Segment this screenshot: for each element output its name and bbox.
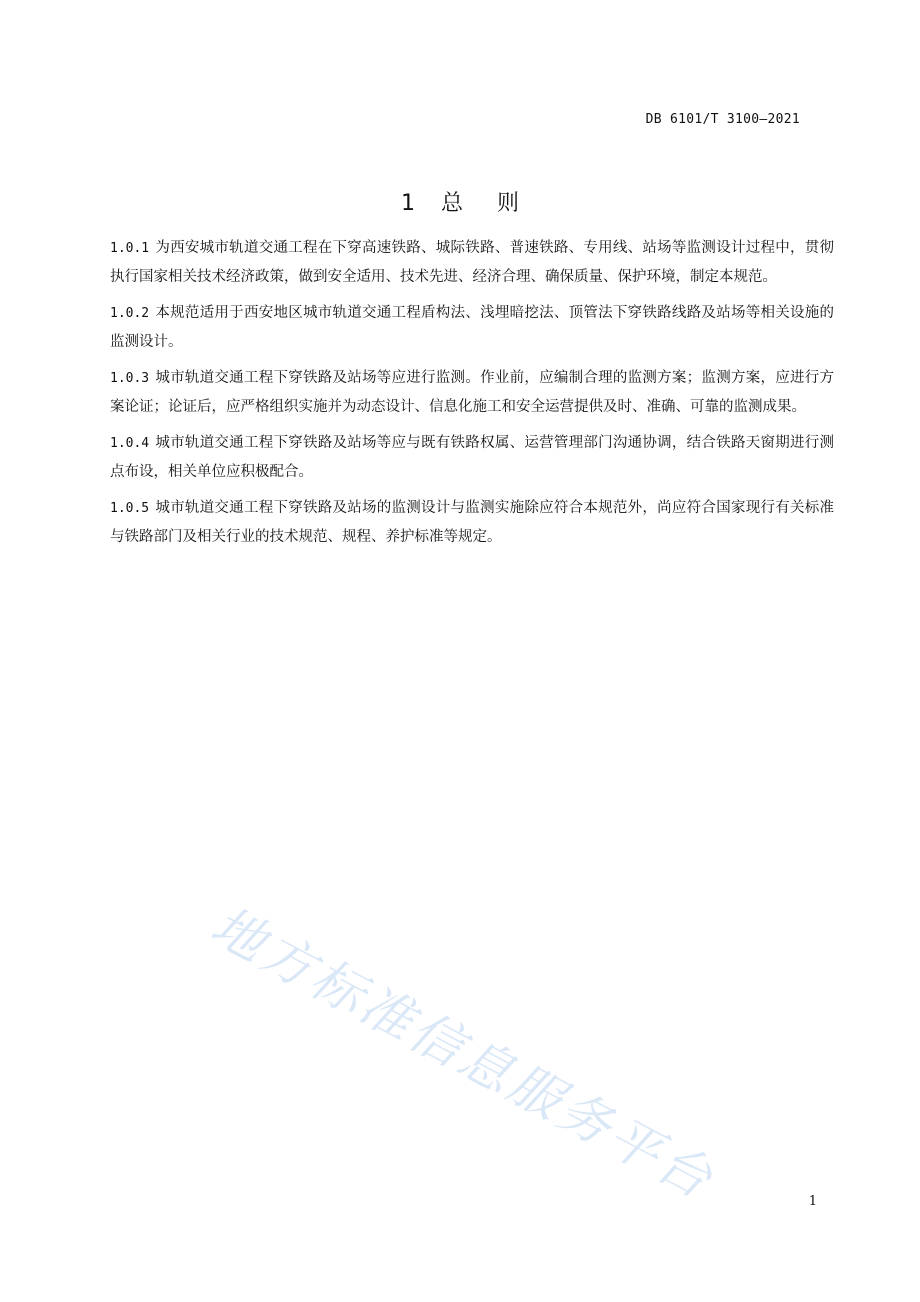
clause-1-0-2 <box>110 299 834 356</box>
clause-1-0-4 <box>110 429 834 486</box>
clause-number: 1.0.4 <box>110 436 150 451</box>
clause-text: 城市轨道交通工程下穿铁路及站场等应进行监测。作业前，应编制合理的监测方案；监测方案，应进行方案论证；论证后，应严格组织实施并为动态设计、信息化施工和安全运营提供及时、准确、可靠的监测成果。 <box>110 370 834 415</box>
clause-1-0-3 <box>110 364 834 421</box>
clause-text: 为西安城市轨道交通工程在下穿高速铁路、城际铁路、普速铁路、专用线、站场等监测设计过程中，贯彻执行国家相关技术经济政策，做到安全适用、技术先进、经济合理、确保质量、保护环境，制定本规范。 <box>110 240 834 285</box>
clause-number: 1.0.1 <box>110 241 150 256</box>
clause-list <box>110 234 834 559</box>
page-number: 1 <box>808 1194 817 1209</box>
chapter-number: 1 <box>400 191 415 216</box>
clause-number: 1.0.5 <box>110 501 150 516</box>
clause-text: 城市轨道交通工程下穿铁路及站场等应与既有铁路权属、运营管理部门沟通协调，结合铁路天窗期进行测点布设，相关单位应积极配合。 <box>110 435 834 480</box>
chapter-title-char-1: 总 <box>440 191 463 216</box>
clause-text: 本规范适用于西安地区城市轨道交通工程盾构法、浅埋暗挖法、顶管法下穿铁路线路及站场等相关设施的监测设计。 <box>110 305 834 350</box>
clause-text: 城市轨道交通工程下穿铁路及站场的监测设计与监测实施除应符合本规范外，尚应符合国家现行有关标准与铁路部门及相关行业的技术规范、规程、养护标准等规定。 <box>110 500 834 545</box>
chapter-title <box>0 186 920 217</box>
standard-code: DB 6101/T 3100—2021 <box>645 112 800 127</box>
clause-number: 1.0.3 <box>110 371 150 386</box>
clause-1-0-1 <box>110 234 834 291</box>
watermark: 地方标准信息服务平台 <box>201 895 724 1212</box>
chapter-title-char-2: 则 <box>497 191 520 216</box>
clause-number: 1.0.2 <box>110 306 150 321</box>
clause-1-0-5 <box>110 494 834 551</box>
